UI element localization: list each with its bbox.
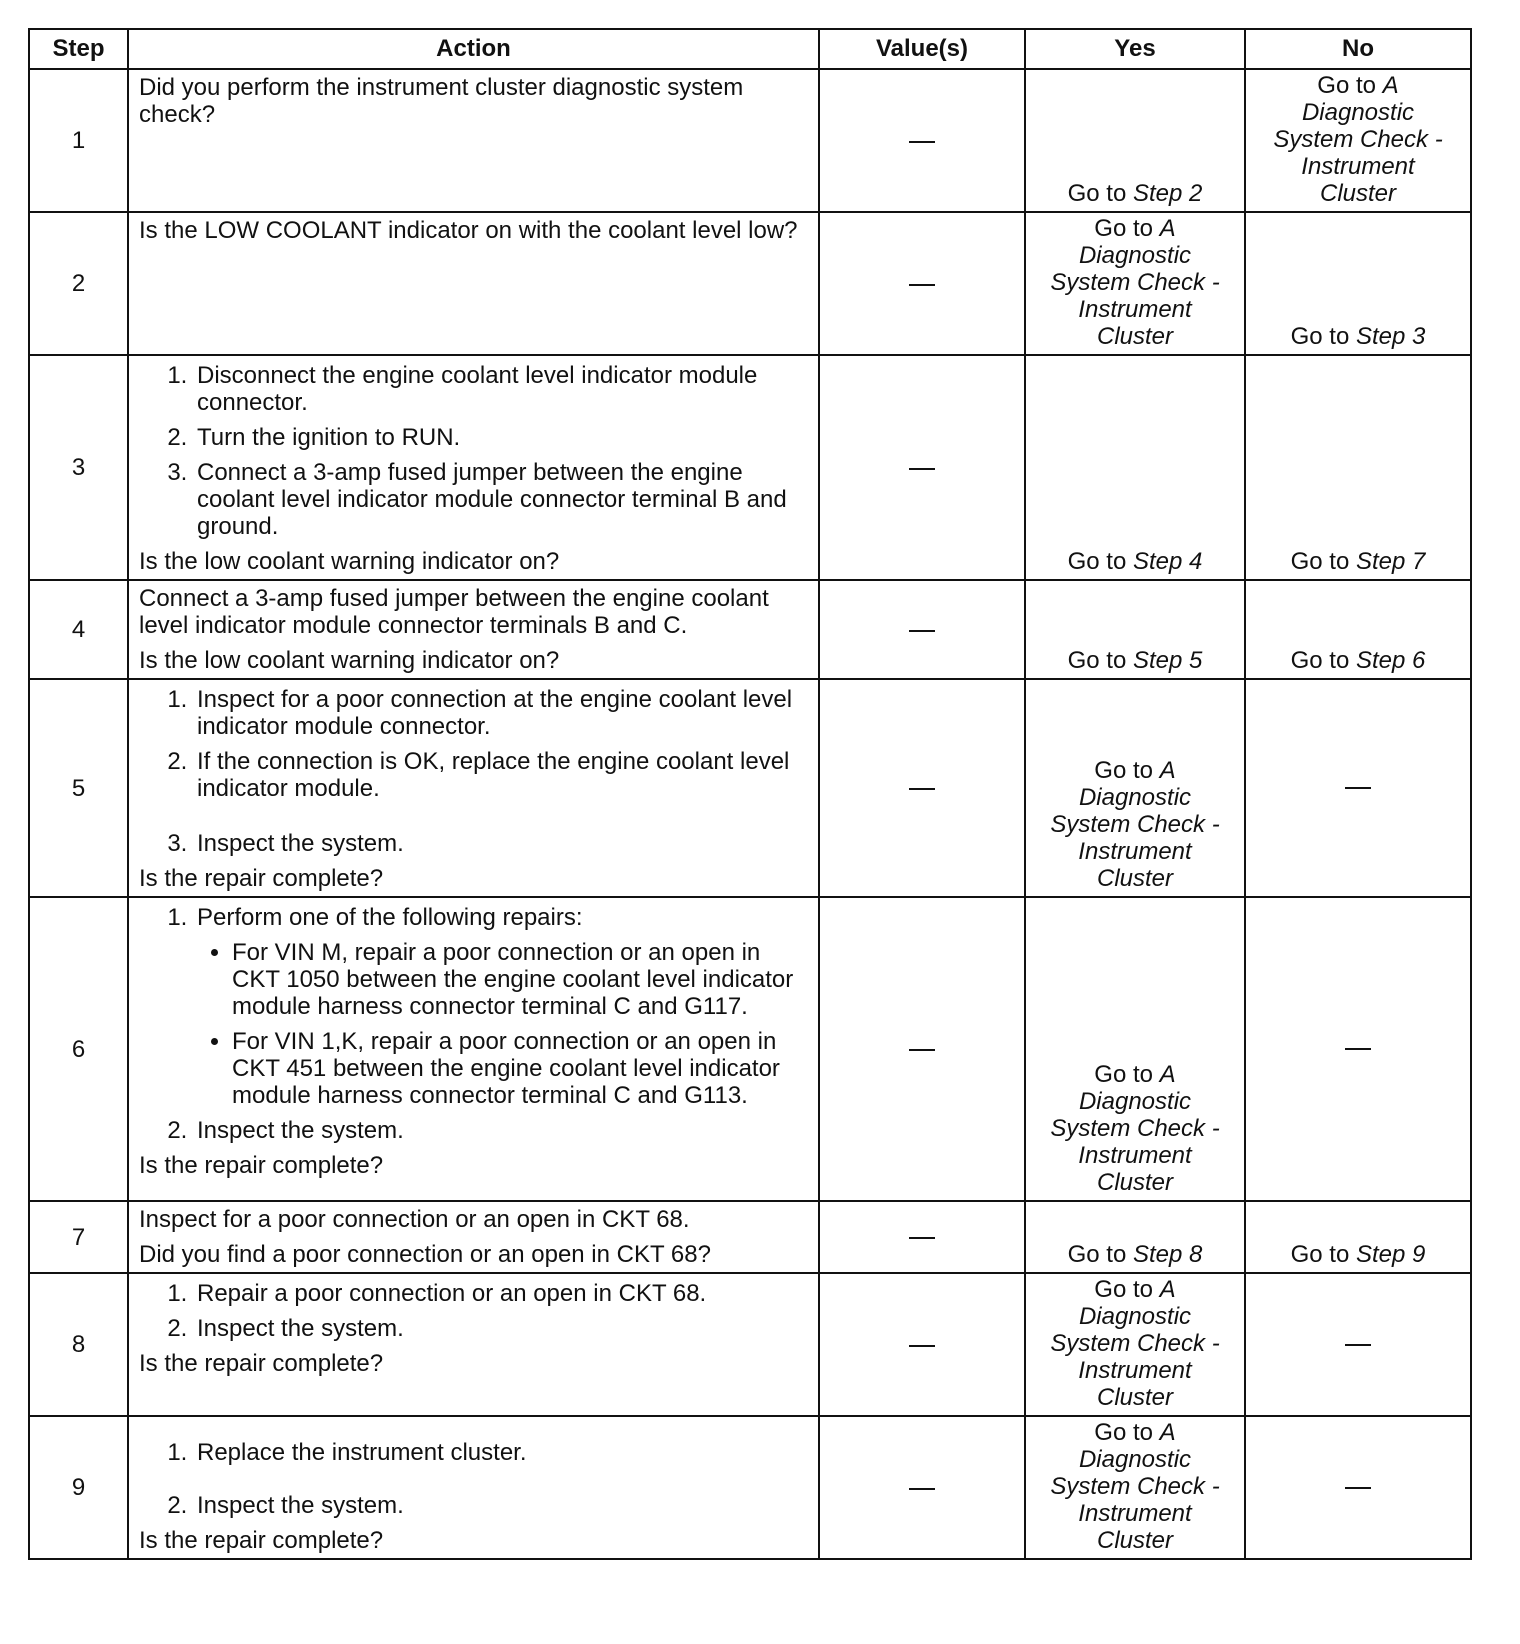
list-item-text: Perform one of the following repairs: — [197, 904, 583, 931]
step-link[interactable]: Step 6 — [1355, 647, 1426, 674]
dsc-link-a[interactable]: A — [1159, 215, 1176, 242]
step-number: 6 — [29, 897, 128, 1201]
dsc-link-line[interactable]: System Check - — [1050, 811, 1220, 838]
table-row — [29, 1201, 1471, 1273]
dash-mark — [909, 630, 935, 632]
go-to-label: Go to — [1067, 1241, 1127, 1268]
step-link[interactable]: Step 2 — [1132, 180, 1203, 207]
dsc-link-line[interactable]: Cluster — [1096, 1169, 1174, 1196]
dash-mark — [909, 468, 935, 470]
list-item: 2. Inspect the system. — [194, 1117, 808, 1144]
step-number: 7 — [29, 1201, 128, 1273]
dsc-link-line[interactable]: Cluster — [1096, 1384, 1174, 1411]
dsc-link-line[interactable]: Diagnostic — [1078, 1303, 1192, 1330]
go-to-label: Go to — [1094, 1419, 1153, 1446]
step-link[interactable]: Step 4 — [1132, 548, 1203, 575]
dsc-link-line[interactable]: Instrument — [1078, 1500, 1192, 1527]
dash-mark — [909, 284, 935, 286]
step-number: 9 — [29, 1416, 128, 1559]
step-link[interactable]: Step 5 — [1132, 647, 1203, 674]
dash-mark — [909, 1345, 935, 1347]
dsc-link-line[interactable]: System Check - — [1050, 1115, 1220, 1142]
question-text: Is the repair complete? — [139, 1152, 384, 1179]
yes-cell — [1025, 679, 1245, 897]
list-item: 1. Inspect for a poor connection at the engine coolant level indicator module connector. — [194, 686, 808, 740]
dsc-link-a[interactable]: A — [1159, 1061, 1176, 1088]
value-cell — [819, 69, 1025, 212]
go-to-label: Go to — [1094, 757, 1153, 784]
no-cell — [1245, 1273, 1471, 1416]
list-item — [194, 904, 808, 1109]
no-cell — [1245, 897, 1471, 1201]
dsc-link-line[interactable]: Diagnostic — [1078, 242, 1192, 269]
dsc-link-a[interactable]: A — [1382, 72, 1399, 99]
yes-cell — [1025, 1416, 1245, 1559]
dsc-link-a[interactable]: A — [1159, 757, 1176, 784]
dash-mark — [909, 788, 935, 790]
list-item: 2. Inspect the system. — [194, 1315, 808, 1342]
step-number: 5 — [29, 679, 128, 897]
action-cell — [128, 1201, 819, 1273]
bullet-item: • For VIN M, repair a poor connection or an open in CKT 1050 between the engine coolant level indicator module harness connector terminal C and G117. — [232, 939, 808, 1020]
dsc-link-line[interactable]: Diagnostic — [1078, 1446, 1192, 1473]
go-to-label: Go to — [1067, 647, 1127, 674]
dsc-link-line[interactable]: Instrument — [1078, 1142, 1192, 1169]
dsc-link-line[interactable]: Cluster — [1319, 180, 1397, 207]
yes-cell — [1025, 580, 1245, 679]
dash-mark — [1345, 787, 1371, 789]
no-cell — [1245, 212, 1471, 355]
dsc-link-line[interactable]: Cluster — [1096, 1527, 1174, 1554]
header-action: Action — [128, 29, 819, 69]
header-step: Step — [29, 29, 128, 69]
value-cell — [819, 1416, 1025, 1559]
dsc-link-line[interactable]: Cluster — [1096, 865, 1174, 892]
go-to-label: Go to — [1067, 180, 1127, 207]
question-text: Is the repair complete? — [139, 1350, 384, 1377]
list-item: 2. If the connection is OK, replace the engine coolant level indicator module. — [194, 748, 808, 802]
list-item: 3. Connect a 3-amp fused jumper between the engine coolant level indicator module connector terminal B and ground. — [194, 459, 808, 540]
go-to-label: Go to — [1290, 323, 1350, 350]
step-list — [139, 362, 808, 540]
yes-cell — [1025, 212, 1245, 355]
yes-cell — [1025, 1201, 1245, 1273]
dash-mark — [1345, 1048, 1371, 1050]
dsc-link-line[interactable]: System Check - — [1050, 1330, 1220, 1357]
list-item: 3. Inspect the system. — [194, 830, 808, 857]
list-item: 2. Inspect the system. — [194, 1492, 808, 1519]
dash-mark — [1345, 1487, 1371, 1489]
question-text: Is the low coolant warning indicator on? — [139, 548, 560, 575]
dash-mark — [909, 141, 935, 143]
table-row — [29, 897, 1471, 1201]
dsc-link-line[interactable]: Diagnostic — [1078, 784, 1192, 811]
action-cell — [128, 1273, 819, 1416]
table-row — [29, 355, 1471, 580]
go-to-label: Go to — [1067, 548, 1127, 575]
dsc-link-line[interactable]: Cluster — [1096, 323, 1174, 350]
step-number: 2 — [29, 212, 128, 355]
dash-mark — [1345, 1344, 1371, 1346]
step-list — [139, 904, 808, 1144]
step-list — [139, 1280, 808, 1342]
list-item: 1. Repair a poor connection or an open in CKT 68. — [194, 1280, 808, 1307]
dsc-link-a[interactable]: A — [1159, 1276, 1176, 1303]
step-link[interactable]: Step 3 — [1355, 323, 1426, 350]
dsc-link-line[interactable]: System Check - — [1273, 126, 1443, 153]
action-cell — [128, 355, 819, 580]
no-cell — [1245, 679, 1471, 897]
table-row — [29, 69, 1471, 212]
step-list — [139, 1439, 808, 1519]
header-row — [29, 29, 1471, 69]
value-cell — [819, 897, 1025, 1201]
action-cell — [128, 679, 819, 897]
value-cell — [819, 580, 1025, 679]
action-cell — [128, 212, 819, 355]
dsc-link-line[interactable]: Instrument — [1078, 838, 1192, 865]
dsc-link-line[interactable]: Diagnostic — [1078, 1088, 1192, 1115]
yes-cell — [1025, 355, 1245, 580]
table-row — [29, 1416, 1471, 1559]
value-cell — [819, 1201, 1025, 1273]
header-no: No — [1245, 29, 1471, 69]
question-text: Is the low coolant warning indicator on? — [139, 647, 560, 674]
list-item: 2. Turn the ignition to RUN. — [194, 424, 808, 451]
dsc-link-line[interactable]: System Check - — [1050, 1473, 1220, 1500]
no-cell — [1245, 1416, 1471, 1559]
step-number: 8 — [29, 1273, 128, 1416]
action-cell — [128, 580, 819, 679]
table-row — [29, 679, 1471, 897]
question-text: Is the LOW COOLANT indicator on with the coolant level low? — [139, 217, 798, 244]
go-to-label: Go to — [1094, 1061, 1153, 1088]
go-to-label: Go to — [1290, 1241, 1350, 1268]
action-cell — [128, 69, 819, 212]
value-cell — [819, 1273, 1025, 1416]
action-cell — [128, 897, 819, 1201]
go-to-label: Go to — [1094, 215, 1153, 242]
header-yes: Yes — [1025, 29, 1245, 69]
go-to-label: Go to — [1317, 72, 1376, 99]
step-number: 4 — [29, 580, 128, 679]
question-text: Is the repair complete? — [139, 1527, 384, 1554]
go-to-label: Go to — [1290, 548, 1350, 575]
step-link[interactable]: Step 8 — [1132, 1241, 1203, 1268]
no-cell — [1245, 1201, 1471, 1273]
list-item: 1. Replace the instrument cluster. — [194, 1439, 808, 1466]
question-text: Is the repair complete? — [139, 865, 384, 892]
no-cell — [1245, 580, 1471, 679]
instruction-text: Connect a 3-amp fused jumper between the engine coolant level indicator module connector terminals B and C. — [139, 585, 769, 639]
no-cell — [1245, 355, 1471, 580]
value-cell — [819, 679, 1025, 897]
table-row — [29, 1273, 1471, 1416]
dash-mark — [909, 1237, 935, 1239]
step-link[interactable]: Step 7 — [1355, 548, 1426, 575]
go-to-label: Go to — [1094, 1276, 1153, 1303]
value-cell — [819, 355, 1025, 580]
table-row — [29, 212, 1471, 355]
header-values: Value(s) — [819, 29, 1025, 69]
step-link[interactable]: Step 9 — [1355, 1241, 1426, 1268]
bullet-item: • For VIN 1,K, repair a poor connection or an open in CKT 451 between the engine coolant level indicator module harness connector terminal C and G113. — [232, 1028, 808, 1109]
yes-cell — [1025, 69, 1245, 212]
diagnostic-table — [28, 28, 1472, 1560]
dsc-link-line[interactable]: Instrument — [1078, 1357, 1192, 1384]
yes-cell — [1025, 897, 1245, 1201]
go-to-label: Go to — [1290, 647, 1350, 674]
action-cell — [128, 1416, 819, 1559]
value-cell — [819, 212, 1025, 355]
dsc-link-a[interactable]: A — [1159, 1419, 1176, 1446]
dsc-link-line[interactable]: Instrument — [1301, 153, 1415, 180]
dsc-link-line[interactable]: Diagnostic — [1301, 99, 1415, 126]
bullet-list — [197, 939, 808, 1109]
step-number: 3 — [29, 355, 128, 580]
step-list — [139, 686, 808, 857]
step-number: 1 — [29, 69, 128, 212]
yes-cell — [1025, 1273, 1245, 1416]
question-text: Did you perform the instrument cluster diagnostic system check? — [139, 74, 744, 128]
no-cell — [1245, 69, 1471, 212]
question-text: Did you find a poor connection or an open in CKT 68? — [139, 1241, 711, 1268]
dsc-link-line[interactable]: Instrument — [1078, 296, 1192, 323]
instruction-text: Inspect for a poor connection or an open in CKT 68. — [139, 1206, 690, 1233]
dash-mark — [909, 1488, 935, 1490]
list-item: 1. Disconnect the engine coolant level indicator module connector. — [194, 362, 808, 416]
dsc-link-line[interactable]: System Check - — [1050, 269, 1220, 296]
dash-mark — [909, 1049, 935, 1051]
table-row — [29, 580, 1471, 679]
